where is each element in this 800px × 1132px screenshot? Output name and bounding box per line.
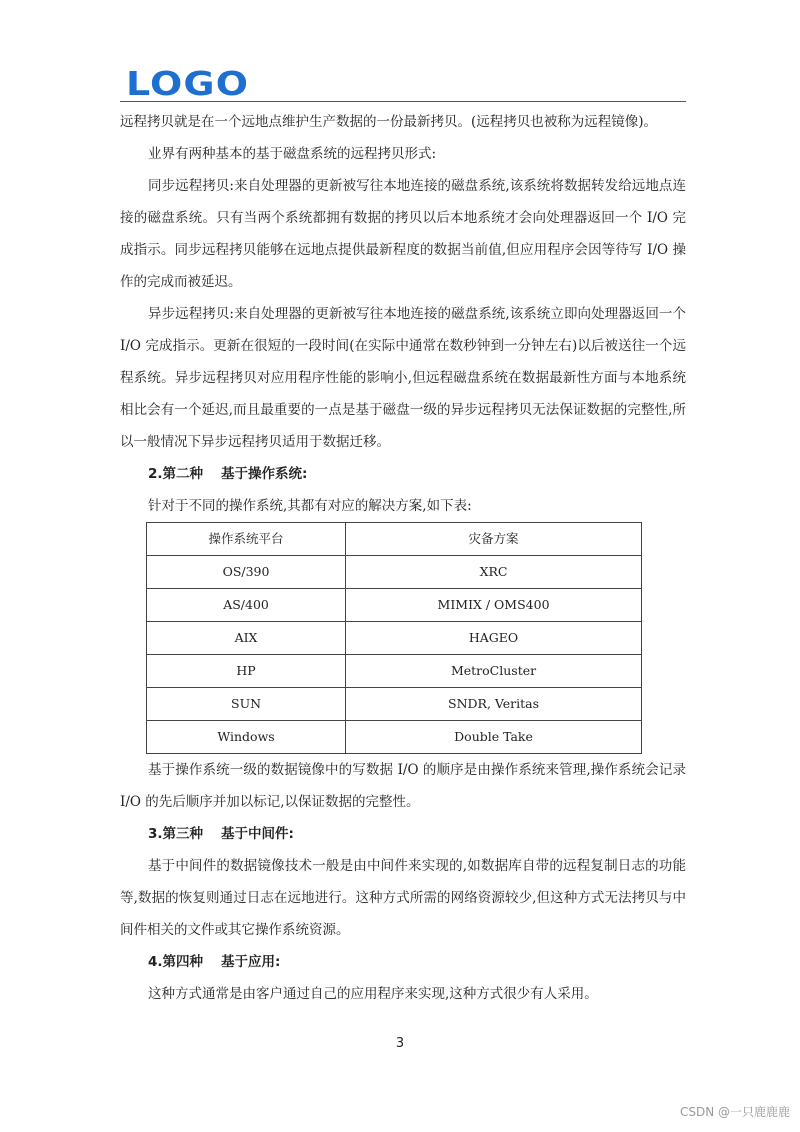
table-cell-platform: AIX — [147, 622, 346, 655]
document-body — [120, 106, 686, 1010]
table-cell-solution: SNDR, Veritas — [346, 688, 642, 721]
table-header-solution: 灾备方案 — [346, 523, 642, 556]
header-divider — [120, 101, 686, 102]
paragraph-table-intro: 针对于不同的操作系统,其都有对应的解决方案,如下表: — [148, 498, 472, 514]
heading-number: 3.第三种 — [148, 826, 204, 842]
paragraph-os-mirroring: 基于操作系统一级的数据镜像中的写数据 I/O 的顺序是由操作系统来管理,操作系统会记录 I/O 的先后顺序并加以标记,以保证数据的完整性。 — [120, 762, 686, 810]
table-cell-solution: Double Take — [346, 721, 642, 754]
table-row — [147, 589, 642, 622]
table-header-platform: 操作系统平台 — [147, 523, 346, 556]
logo: LOGO — [126, 64, 250, 103]
table-row — [147, 655, 642, 688]
os-solution-table — [146, 522, 642, 754]
table-cell-solution: HAGEO — [346, 622, 642, 655]
table-header-row — [147, 523, 642, 556]
table-cell-solution: XRC — [346, 556, 642, 589]
table-cell-platform: AS/400 — [147, 589, 346, 622]
table-row — [147, 556, 642, 589]
paragraph-remote-copy-definition: 远程拷贝就是在一个远地点维护生产数据的一份最新拷贝。(远程拷贝也被称为远程镜像)。 — [120, 114, 658, 130]
heading-number: 2.第二种 — [148, 466, 204, 482]
heading-number: 4.第四种 — [148, 954, 204, 970]
table-cell-platform: OS/390 — [147, 556, 346, 589]
paragraph-async-copy: 异步远程拷贝:来自处理器的更新被写往本地连接的磁盘系统,该系统立即向处理器返回一个 I/O 完成指示。更新在很短的一段时间(在实际中通常在数秒钟到一分钟左右)以后被送往一个远程系统。异步远程拷贝对应用程序性能的影响小,但远程磁盘系统在数据最新性方面与本地系统相比会有一个延迟,而且最重要的一点是基于磁盘一级的异步远程拷贝无法保证数据的完整性,所以一般情况下异步远程拷贝适用于数据迁移。 — [120, 306, 686, 450]
csdn-watermark: CSDN @一只鹿鹿鹿 — [679, 1105, 790, 1119]
table-row — [147, 622, 642, 655]
table-row — [147, 688, 642, 721]
table-cell-platform: SUN — [147, 688, 346, 721]
heading-title: 基于中间件: — [221, 826, 294, 842]
paragraph-two-forms: 业界有两种基本的基于磁盘系统的远程拷贝形式: — [148, 146, 437, 162]
paragraph-sync-copy: 同步远程拷贝:来自处理器的更新被写往本地连接的磁盘系统,该系统将数据转发给远地点连接的磁盘系统。只有当两个系统都拥有数据的拷贝以后本地系统才会向处理器返回一个 I/O 完成指示。同步远程拷贝能够在远地点提供最新程度的数据当前值,但应用程序会因等待写 I/O 操作的完成而被延迟。 — [120, 178, 686, 290]
table-cell-platform: HP — [147, 655, 346, 688]
table-row — [147, 721, 642, 754]
heading-application-based — [120, 946, 686, 978]
heading-title: 基于应用: — [221, 954, 281, 970]
page-number: 3 — [395, 1036, 405, 1051]
table-cell-solution: MetroCluster — [346, 655, 642, 688]
heading-title: 基于操作系统: — [221, 466, 308, 482]
heading-middleware-based — [120, 818, 686, 850]
table-cell-solution: MIMIX / OMS400 — [346, 589, 642, 622]
heading-os-based — [120, 458, 686, 490]
paragraph-middleware-mirroring: 基于中间件的数据镜像技术一般是由中间件来实现的,如数据库自带的远程复制日志的功能等,数据的恢复则通过日志在远地进行。这种方式所需的网络资源较少,但这种方式无法拷贝与中间件相关的文件或其它操作系统资源。 — [120, 858, 686, 938]
paragraph-application-approach: 这种方式通常是由客户通过自己的应用程序来实现,这种方式很少有人采用。 — [148, 986, 598, 1002]
table-cell-platform: Windows — [147, 721, 346, 754]
